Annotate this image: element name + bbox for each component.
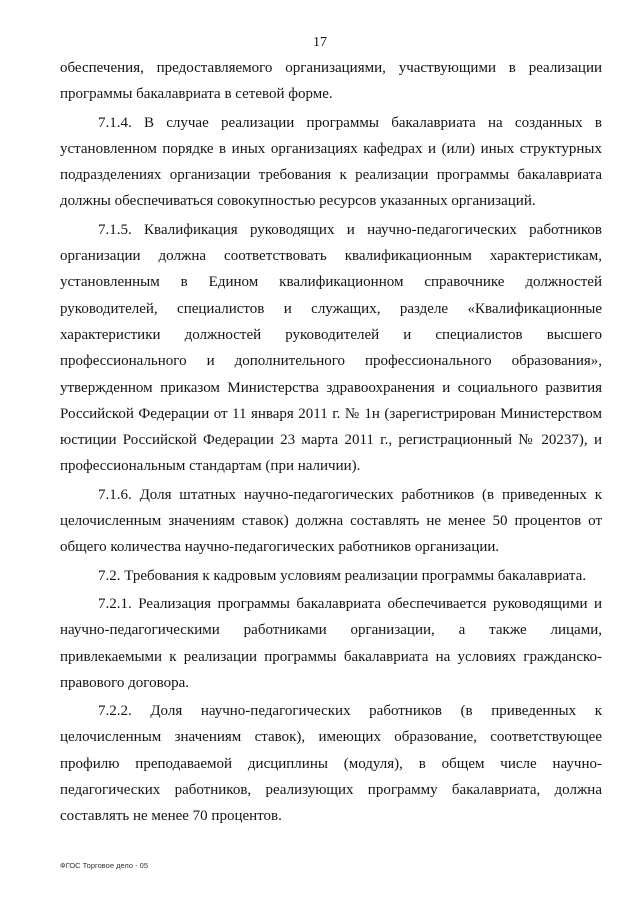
- footer-label: ФГОС Торговое дело - 05: [60, 861, 149, 870]
- paragraph-7-1-5: 7.1.5. Квалификация руководящих и научно-педагогических работников организации должна соответствовать квалификационным характеристикам, установленным в Едином квалификационном справочнике должностей руководителей, специалистов и служащих, разделе «Квалификационные характеристики должностей руководителей и специалистов высшего профессионального и дополнительного профессионального образования», утвержденном приказом Министерства здравоохранения и социального развития Российской Федерации от 11 января 2011 г. № 1н (зарегистрирован Министерством юстиции Российской Федерации 23 марта 2011 г., регистрационный № 20237), и профессиональным стандартам (при наличии).: [60, 221, 602, 475]
- paragraph-7-2-2: 7.2.2. Доля научно-педагогических работников (в приведенных к целочисленным значениям ставок), имеющих образование, соответствующее профилю преподаваемой дисциплины (модуля), в общем числе научно-педагогических работников, реализующих программу бакалавриата, должна составлять не менее 70 процентов.: [60, 703, 602, 825]
- paragraph-continuation: обеспечения, предоставляемого организациями, участвующими в реализации программы бакалавриата в сетевой форме.: [60, 60, 602, 103]
- paragraph-7-2: 7.2. Требования к кадровым условиям реализации программы бакалавриата.: [98, 567, 587, 584]
- page-number: 17: [313, 35, 327, 50]
- paragraph-7-1-6: 7.1.6. Доля штатных научно-педагогических работников (в приведенных к целочисленным значениям ставок) должна составлять не менее 50 процентов от общего количества научно-педагогических работников организации.: [60, 486, 602, 556]
- document-body: [60, 55, 602, 832]
- paragraph-7-2-1: 7.2.1. Реализация программы бакалавриата обеспечивается руководящими и научно-педагогическими работниками организации, а также лицами, привлекаемыми к реализации программы бакалавриата на условиях гражданско-правового договора.: [60, 595, 602, 691]
- paragraph-7-1-4: 7.1.4. В случае реализации программы бакалавриата на созданных в установленном порядке в иных организациях кафедрах и (или) иных структурных подразделениях организации требования к реализации программы бакалавриата должны обеспечиваться совокупностью ресурсов указанных организаций.: [60, 114, 602, 210]
